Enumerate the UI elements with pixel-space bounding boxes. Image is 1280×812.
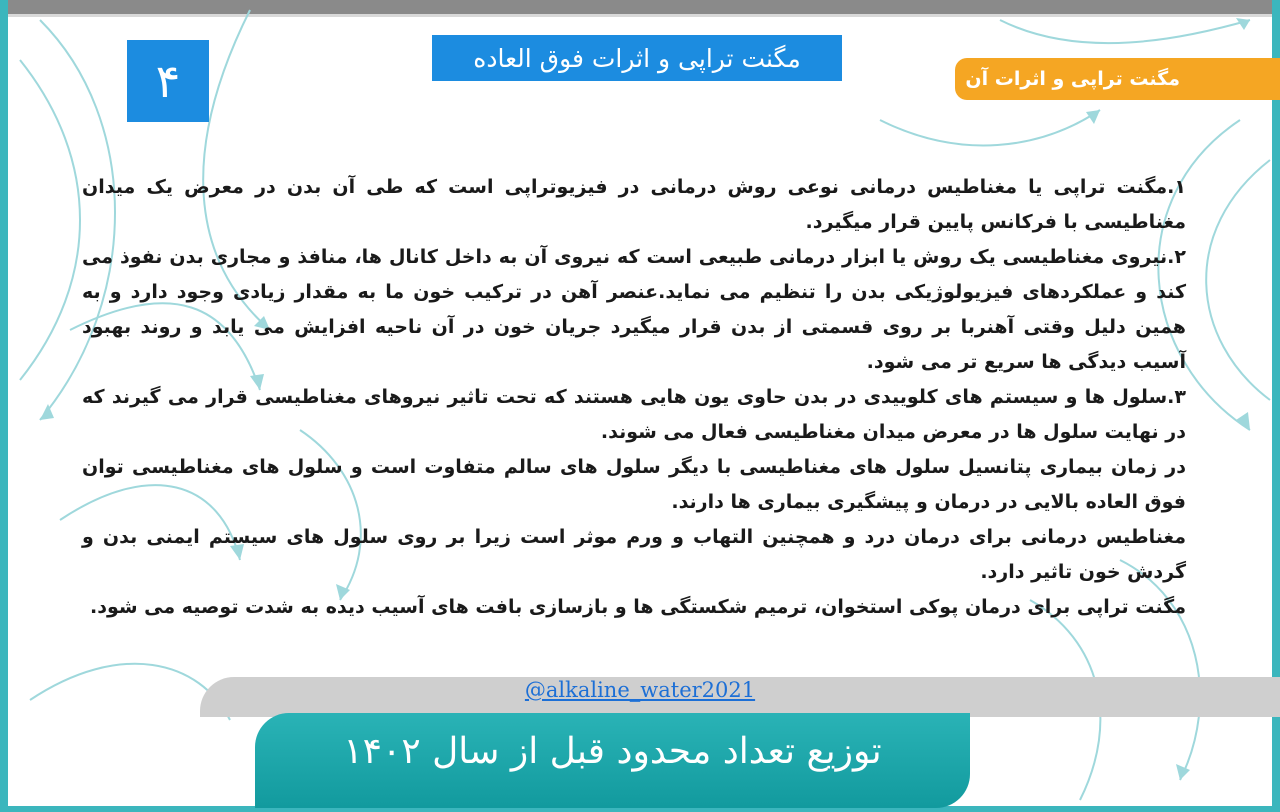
paragraph-2: ۲.نیروی مغناطیسی یک روش یا ابزار درمانی طبیعی است که نیروی آن به داخل کانال ها، منافذ و مجاری بدن نفوذ می کند و عملکردهای فیزیولوژیکی بدن را تنظیم می نماید.عنصر آهن در ترکیب خون ما به مقدار زیادی وجود دارد و به همین دلیل وقتی آهنربا بر روی قسمتی از بدن قرار میگیرد جریان خون در آن ناحیه افزایش می یابد و روند بهبود آسیب دیدگی ها سریع تر می شود.	[82, 246, 1186, 373]
social-handle-link[interactable]: @alkaline_water2021	[524, 678, 756, 702]
page-number: ۴	[127, 40, 209, 122]
page-title: مگنت تراپی و اثرات فوق العاده	[432, 35, 842, 81]
paragraph-4: در زمان بیماری پتانسیل سلول های مغناطیسی با دیگر سلول های سالم متفاوت است و سلول های مغناطیسی توان فوق العاده بالایی در درمان و پیشگیری بیماری ها دارند.	[82, 456, 1186, 513]
paragraph-3: ۳.سلول ها و سیستم های کلوییدی در بدن حاوی یون هایی هستند که تحت تاثیر نیروهای مغناطیسی قرار می گیرند که در نهایت سلول ها در معرض میدان مغناطیسی فعال می شوند.	[82, 386, 1186, 443]
section-tab: مگنت تراپی و اثرات آن	[955, 58, 1280, 100]
article-body	[82, 170, 1186, 625]
distribution-notice: توزیع تعداد محدود قبل از سال ۱۴۰۲	[343, 731, 882, 772]
paragraph-6: مگنت تراپی برای درمان پوکی استخوان، ترمیم شکستگی ها و بازسازی بافت های آسیب دیده به شدت توصیه می شود.	[90, 596, 1186, 618]
paragraph-1: ۱.مگنت تراپی یا مغناطیس درمانی نوعی روش درمانی در فیزیوتراپی است که طی آن بدن در معرض یک میدان مغناطیسی با فرکانس پایین قرار میگیرد.	[82, 176, 1186, 233]
paragraph-5: مغناطیس درمانی برای درمان درد و همچنین التهاب و ورم موثر است زیرا بر روی سلول های سیستم ایمنی بدن و گردش خون تاثیر دارد.	[82, 526, 1186, 583]
